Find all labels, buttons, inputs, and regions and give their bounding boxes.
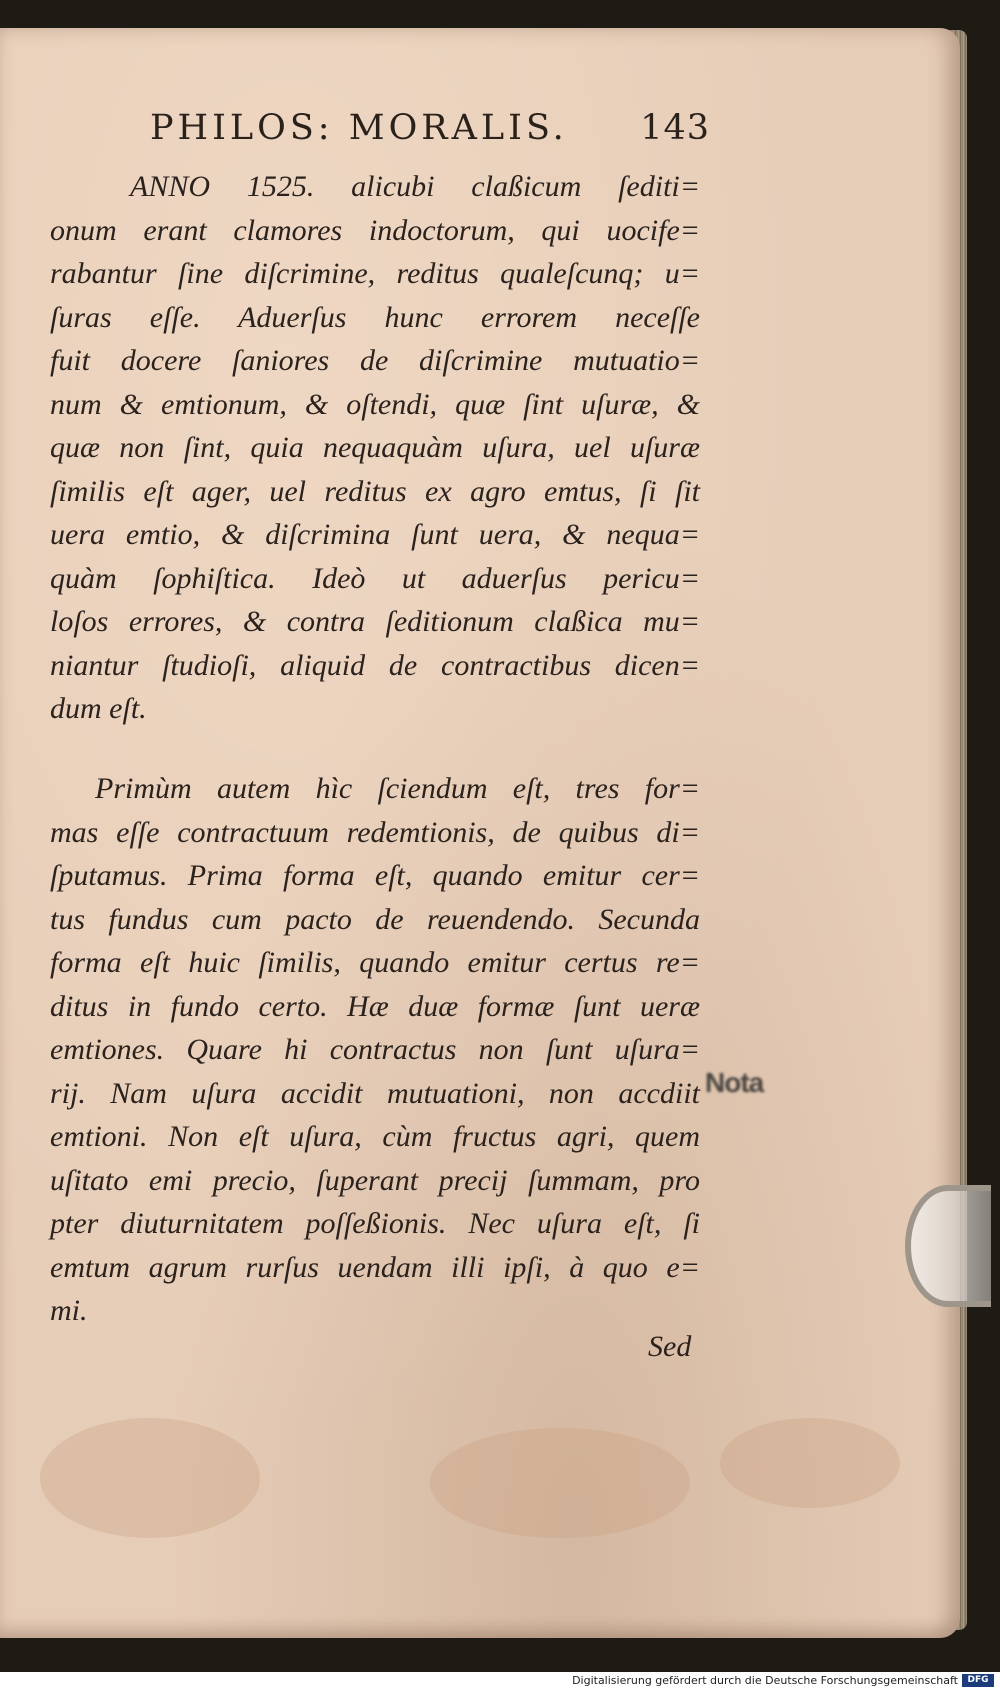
dfg-logo: DFG (962, 1674, 994, 1687)
catchword: Sed (648, 1330, 692, 1363)
text-line: rabantur ſine diſcrimine, reditus qualeſcunq; u= (50, 257, 700, 290)
text-line: tus fundus cum pacto de reuendendo. Secunda (50, 902, 700, 936)
text-line: dum eſt. (50, 692, 147, 725)
running-head (150, 108, 710, 158)
stain (40, 1418, 260, 1538)
paragraph-2 (50, 767, 700, 1333)
text-line: quàm ſophiſtica. Ideò ut aduerſus pericu= (50, 561, 700, 595)
text-line: uſitato emi precio, ſuperant precij ſummam, pro (50, 1163, 700, 1197)
text-line: uera emtio, & diſcrimina ſunt uera, & nequa= (50, 518, 700, 551)
stain (430, 1428, 690, 1538)
text-line: ditus in fundo certo. Hæ duæ formæ ſunt ueræ (50, 989, 700, 1023)
page-number: 143 (640, 108, 710, 148)
text-line: emtum agrum rurſus uendam illi ipſi, à quo e= (50, 1250, 700, 1284)
stain (720, 1418, 900, 1508)
text-line: emtiones. Quare hi contractus non ſunt uſura= (50, 1033, 700, 1066)
text-line: mas eſſe contractuum redemtionis, de quibus di= (50, 815, 700, 849)
text-line: ANNO 1525. alicubi claßicum ſediti= (130, 170, 700, 203)
page-clip (905, 1185, 991, 1307)
text-line: emtioni. Non eſt uſura, cùm fructus agri, quem (50, 1120, 700, 1153)
running-head-title: PHILOS: MORALIS. (150, 108, 568, 148)
text-line: quæ non ſint, quia nequaquàm uſura, uel uſuræ (50, 431, 700, 464)
text-line: pter diuturnitatem poſſeßionis. Nec uſura eſt, ſi (50, 1207, 700, 1240)
text-line: loſos errores, & contra ſeditionum claßica mu= (50, 605, 700, 638)
text-line: onum erant clamores indoctorum, qui uocife= (50, 213, 700, 247)
footer-credit: Digitalisierung gefördert durch die Deutsche Forschungsgemeinschaft (572, 1674, 958, 1687)
text-line: ſimilis eſt ager, uel reditus ex agro emtus, ſi ſit (50, 474, 700, 508)
text-line: num & emtionum, & oſtendi, quæ ſint uſuræ, & (50, 387, 700, 421)
marginal-note: Nota (705, 1067, 764, 1098)
text-line: rij. Nam uſura accidit mutuationi, non accdiit (50, 1076, 700, 1110)
text-line: Primùm autem hìc ſciendum eſt, tres for= (95, 772, 700, 805)
text-line: mi. (50, 1294, 88, 1327)
text-line: ſputamus. Prima forma eſt, quando emitur cer= (50, 859, 700, 892)
text-line: forma eſt huic ſimilis, quando emitur certus re= (50, 946, 700, 979)
text-line: ſuras eſſe. Aduerſus hunc errorem neceſſe (50, 300, 700, 334)
text-line: niantur ſtudioſi, aliquid de contractibus dicen= (50, 648, 700, 682)
paragraph-1 (50, 165, 700, 731)
text-line: fuit docere ſaniores de diſcrimine mutuatio= (50, 344, 700, 377)
